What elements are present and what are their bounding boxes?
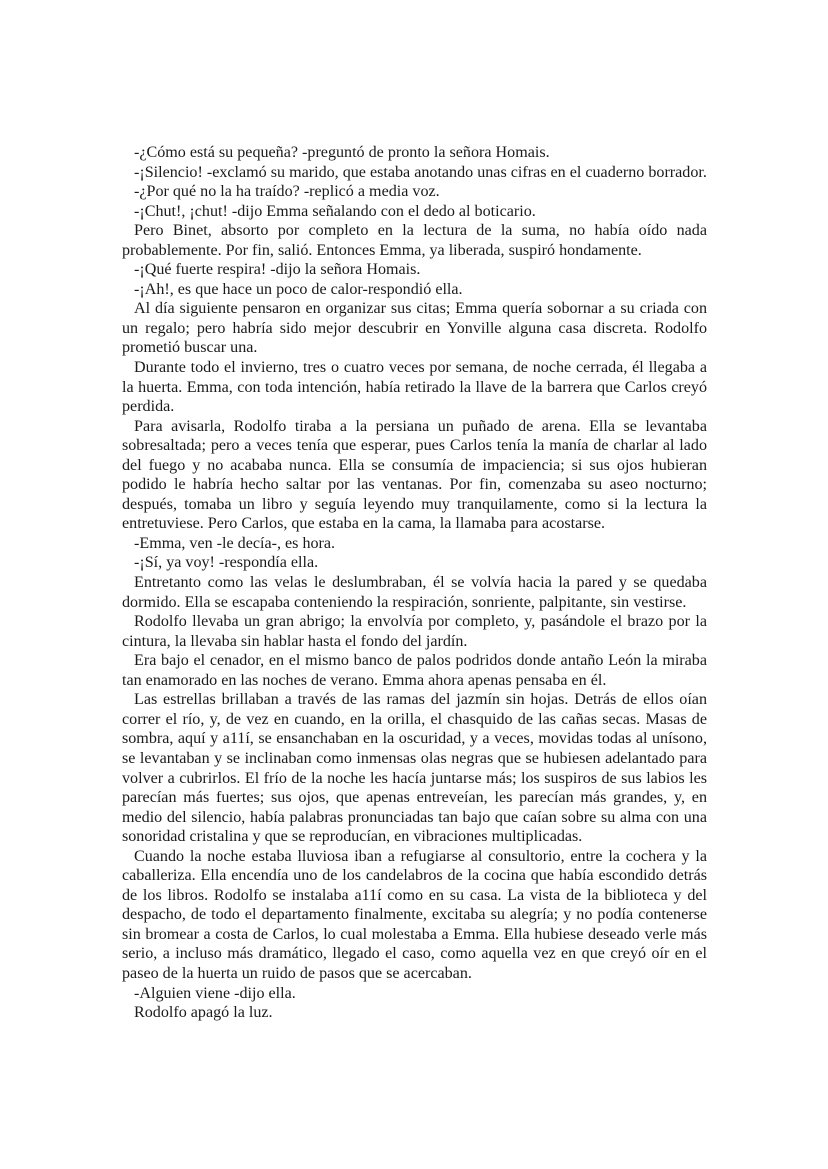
paragraph: -¿Cómo está su pequeña? -preguntó de pronto la señora Homais. bbox=[134, 144, 550, 161]
paragraph: -Emma, ven -le decía-, es hora. bbox=[134, 534, 336, 552]
paragraph: Pero Binet, absorto por completo en la lectura de la suma, no había oído nada probablemente. Por fin, salió. Entonces Emma, ya liberada, suspiró hondamente. bbox=[122, 222, 707, 259]
paragraph: Cuando la noche estaba lluviosa iban a refugiarse al consultorio, entre la cochera y la caballeriza. Ella encendía uno de los candelabros de la cocina que había escondido detrás de los libros. Rodolfo se instalaba a11í como en su casa. La vista de la biblioteca y del despacho, de todo el departamento finalmente, excitaba su alegría; y no podía contenerse sin bromear a costa de Carlos, lo cual molestaba a Emma. Ella hubiese deseado verle más serio, a incluso más dramático, llegado el caso, como aquella vez en que creyó oír en el paseo de la huerta un ruido de pasos que se acercaban. bbox=[122, 847, 707, 982]
paragraph: -¿Por qué no la ha traído? -replicó a media voz. bbox=[134, 183, 440, 201]
paragraph: Las estrellas brillaban a través de las ramas del jazmín sin hojas. Detrás de ellos oían correr el río, y, de vez en cuando, en la orilla, el chasquido de las cañas secas. Masas de sombra, aquí y a11í, se ensanchaban en la oscuridad, y a veces, movidas todas al unísono, se levantaban y se inclinaban como inmensas olas negras que se hubiesen adelantado para volver a cubrirlos. El frío de la noche les hacía juntarse más; los suspiros de sus labios les parecían más fuertes; sus ojos, que apenas entreveían, les parecían más grandes, y, en medio del silencio, había palabras pronunciadas tan bajo que caían sobre su alma con una sonoridad cristalina y que se reproducían, en vibraciones multiplicadas. bbox=[122, 691, 707, 846]
paragraph: Al día siguiente pensaron en organizar sus citas; Emma quería sobornar a su criada con un regalo; pero habría sido mejor descubrir en Yonville alguna casa discreta. Rodolfo prometió buscar una. bbox=[122, 300, 707, 357]
paragraph: Rodolfo llevaba un gran abrigo; la envolvía por completo, y, pasándole el brazo por la cintura, la llevaba sin hablar hasta el fondo del jardín. bbox=[122, 613, 707, 650]
paragraph: Entretanto como las velas le deslumbraban, él se volvía hacia la pared y se quedaba dormido. Ella se escapaba conteniendo la respiración, sonriente, palpitante, sin vestirse. bbox=[122, 574, 707, 611]
paragraph: Era bajo el cenador, en el mismo banco de palos podridos donde antaño León la miraba tan enamorado en las noches de verano. Emma ahora apenas pensaba en él. bbox=[122, 652, 707, 689]
paragraph: -¡Qué fuerte respira! -dijo la señora Homais. bbox=[134, 261, 421, 279]
paragraph: -¡Chut!, ¡chut! -dijo Emma señalando con el dedo al boticario. bbox=[134, 202, 536, 220]
document-page bbox=[122, 143, 707, 1023]
paragraph: Durante todo el invierno, tres o cuatro veces por semana, de noche cerrada, él llegaba a la huerta. Emma, con toda intención, había retirado la llave de la barrera que Carlos creyó perdida. bbox=[122, 359, 707, 416]
paragraph: -¡Silencio! -exclamó su marido, que estaba anotando unas cifras en el cuaderno borrador. bbox=[134, 163, 707, 181]
paragraph: -Alguien viene -dijo ella. bbox=[134, 984, 296, 1002]
paragraph: Para avisarla, Rodolfo tiraba a la persiana un puñado de arena. Ella se levantaba sobresaltada; pero a veces tenía que esperar, pues Carlos tenía la manía de charlar al lado del fuego y no acababa nunca. Ella se consumía de impaciencia; si sus ojos hubieran podido le habría hecho saltar por las ventanas. Por fin, comenzaba su aseo nocturno; después, tomaba un libro y seguía leyendo muy tranquilamente, como si la lectura la entretuviese. Pero Carlos, que estaba en la cama, la llamaba para acostarse. bbox=[122, 417, 707, 533]
paragraph: Rodolfo apagó la luz. bbox=[134, 1004, 273, 1022]
paragraph: -¡Sí, ya voy! -respondía ella. bbox=[134, 554, 319, 572]
paragraph: -¡Ah!, es que hace un poco de calor-respondió ella. bbox=[134, 280, 463, 298]
